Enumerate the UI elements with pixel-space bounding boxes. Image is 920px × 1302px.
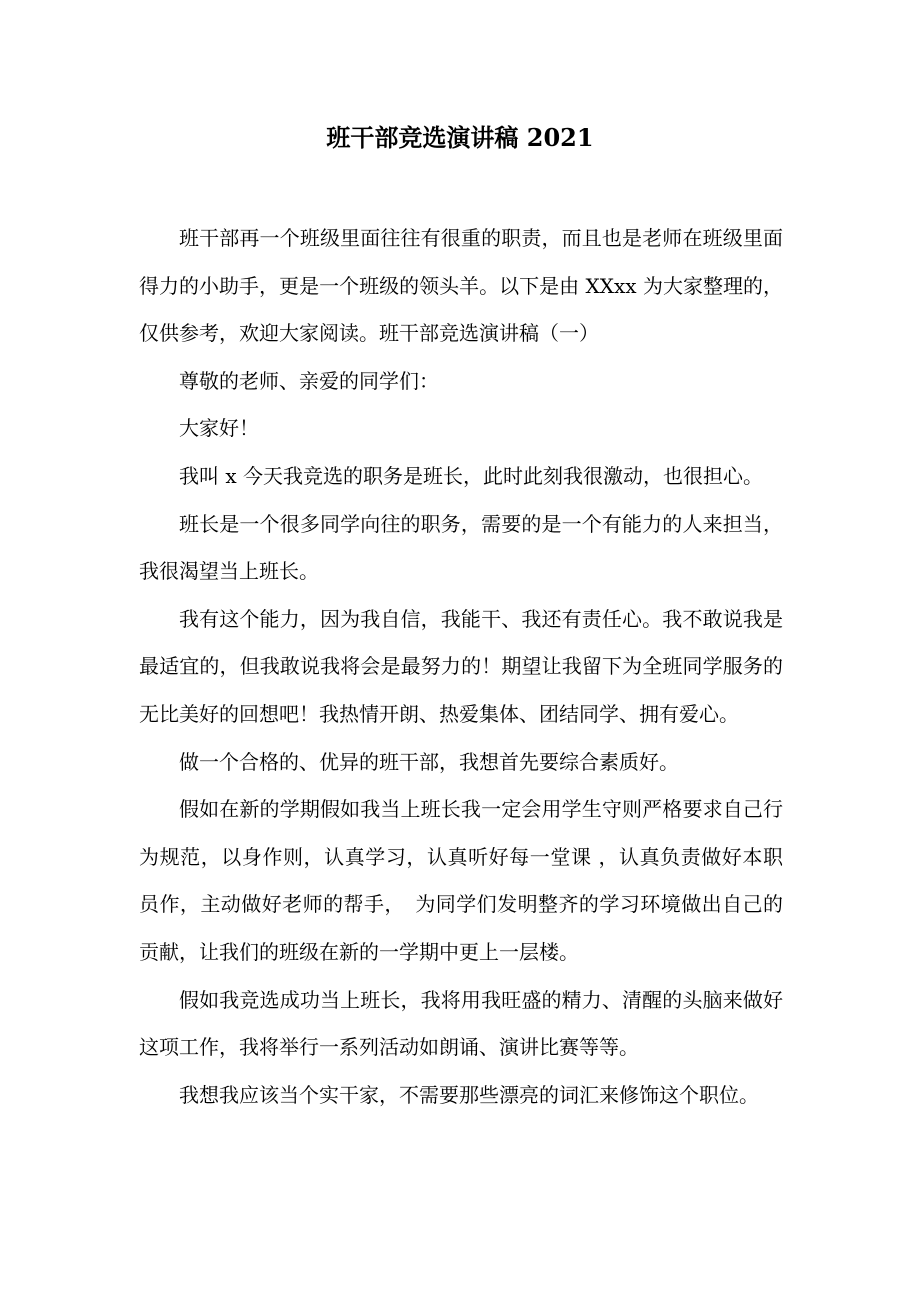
document-body bbox=[139, 215, 783, 1119]
paragraph-success: 假如我竞选成功当上班长，我将用我旺盛的精力、清醒的头脑来做好这项工作，我将举行一系列活动如朗诵、演讲比赛等等。 bbox=[139, 987, 783, 1060]
paragraph-quality: 做一个合格的、优异的班干部，我想首先要综合素质好。 bbox=[179, 749, 679, 774]
paragraph-new-semester: 假如在新的学期假如我当上班长我一定会用学生守则严格要求自己行为规范，以身作则，认真学习，认真听好每一堂课 ，认真负责做好本职员作，主动做好老师的帮手， 为同学们发明整齐的学习环境做出自己的贡献，让我们的班级在新的一学期中更上一层楼。 bbox=[139, 797, 783, 964]
paragraph-practical: 我想我应该当个实干家，不需要那些漂亮的词汇来修饰这个职位。 bbox=[179, 1082, 759, 1107]
paragraph-intro: 班干部再一个班级里面往往有很重的职责，而且也是老师在班级里面得力的小助手，更是一个班级的领头羊。以下是由 XXxx 为大家整理的，仅供参考，欢迎大家阅读。班干部竞选演讲稿（一） bbox=[139, 226, 783, 346]
paragraph-self-intro: 我叫 x 今天我竞选的职务是班长，此时此刻我很激动，也很担心。 bbox=[179, 463, 763, 488]
paragraph-ability: 我有这个能力，因为我自信，我能干、我还有责任心。我不敢说我是最适宜的，但我敢说我将会是最努力的！期望让我留下为全班同学服务的无比美好的回想吧！我热情开朗、热爱集体、团结同学、拥有爱心。 bbox=[139, 606, 783, 726]
paragraph-monitor-role: 班长是一个很多同学向往的职务，需要的是一个有能力的人来担当，我很渴望当上班长。 bbox=[139, 511, 783, 584]
paragraph-greeting: 大家好！ bbox=[179, 416, 259, 441]
document-title: 班干部竞选演讲稿 2021 bbox=[326, 123, 594, 152]
paragraph-salutation: 尊敬的老师、亲爱的同学们： bbox=[179, 368, 439, 393]
